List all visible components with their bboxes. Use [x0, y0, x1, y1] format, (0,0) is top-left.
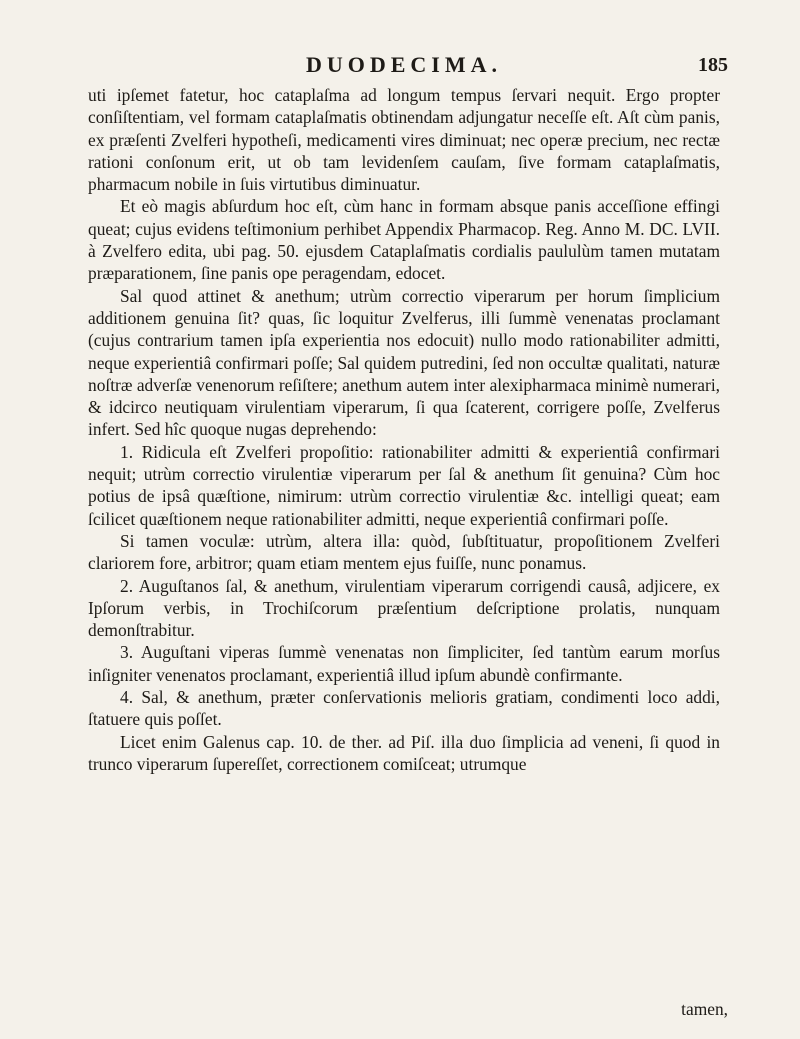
paragraph-4: 1. Ridicula eſt Zvelferi propoſitio: rationabiliter admitti & experientiâ confirmari nequit; utrùm correctio virulentiæ viperarum per ſal & anethum ſit genuina? Cùm hoc potius de ipsâ quæſtione, nimirum: utrùm correctio virulentiæ &c. intelligi queat; eam ſcilicet quæſtionem neque rationabiliter admitti, neque experientiâ confirmari poſſe.: [88, 441, 720, 529]
running-head: DUODECIMA.: [305, 52, 503, 77]
body-text: [88, 84, 720, 775]
page-header: [88, 52, 728, 82]
paragraph-5: Si tamen voculæ: utrùm, altera illa: quòd, ſubſtituatur, propoſitionem Zvelferi clariorem fore, arbitror; quam etiam mentem ejus fuiſſe, nunc ponamus.: [88, 530, 720, 574]
paragraph-6: 2. Auguſtanos ſal, & anethum, virulentiam viperarum corrigendi causâ, adjicere, ex Ipſorum verbis, in Trochiſcorum præſentium deſcriptione prolatis, nunquam demonſtrabitur.: [88, 575, 720, 641]
paragraph-8: 4. Sal, & anethum, præter conſervationis melioris gratiam, condimenti loco addi, ſtatuere quis poſſet.: [88, 687, 720, 730]
paragraph-1: uti ipſemet fatetur, hoc cataplaſma ad longum tempus ſervari nequit. Ergo propter conſiſtentiam, vel formam cataplaſmatis obtinendam adjungatur neceſſe eſt. Aſt cùm panis, ex præſenti Zvelferi hypotheſi, medicamenti vires diminuat; nec operæ precium, nec rectæ rationi conſonum erit, ut ob tam levidenſem cauſam, ſive formam cataplaſmatis, pharmacum nobile in ſuis virtutibus diminuatur.: [88, 85, 720, 195]
page-number: 185: [698, 54, 728, 76]
paragraph-9: Licet enim Galenus cap. 10. de ther. ad Piſ. illa duo ſimplicia ad veneni, ſi quod in trunco viperarum ſupereſſet, correctionem comiſceat; utrumque: [88, 731, 720, 774]
catchword: tamen,: [681, 999, 728, 1019]
paragraph-3: Sal quod attinet & anethum; utrùm correctio viperarum per horum ſimplicium additionem genuina ſit? quas, ſic loquitur Zvelferus, illi ſummè venenatas proclamant (cujus contrarium tamen ipſa experientia nos edocuit) nullo modo rationabiliter admitti, neque experientiâ confirmari poſſe; Sal quidem putredini, ſed non occultæ qualitati, naturæ noſtræ adverſæ venenorum reſiſtere; anethum autem inter alexipharmaca minimè numerari, & idcirco neutiquam virulentiam viperarum, ſi qua ſcaterent, corrigere poſſe, Zvelferus infert. Sed hîc quoque nugas deprehendo:: [88, 285, 720, 440]
page: [88, 52, 728, 1019]
paragraph-7: 3. Auguſtani viperas ſummè venenatas non ſimpliciter, ſed tantùm earum morſus inſigniter venenatos proclamant, experientiâ illud ipſum abundè confirmante.: [88, 642, 720, 685]
paragraph-2: Et eò magis abſurdum hoc eſt, cùm hanc in formam absque panis acceſſione effingi queat; cujus evidens teſtimonium perhibet Appendix Pharmacop. Reg. Anno M. DC. LVII. à Zvelfero edita, ubi pag. 50. ejusdem Cataplaſmatis cordialis paululùm tamen mutatam præparationem, ſine panis ope peragendam, edocet.: [88, 196, 720, 284]
